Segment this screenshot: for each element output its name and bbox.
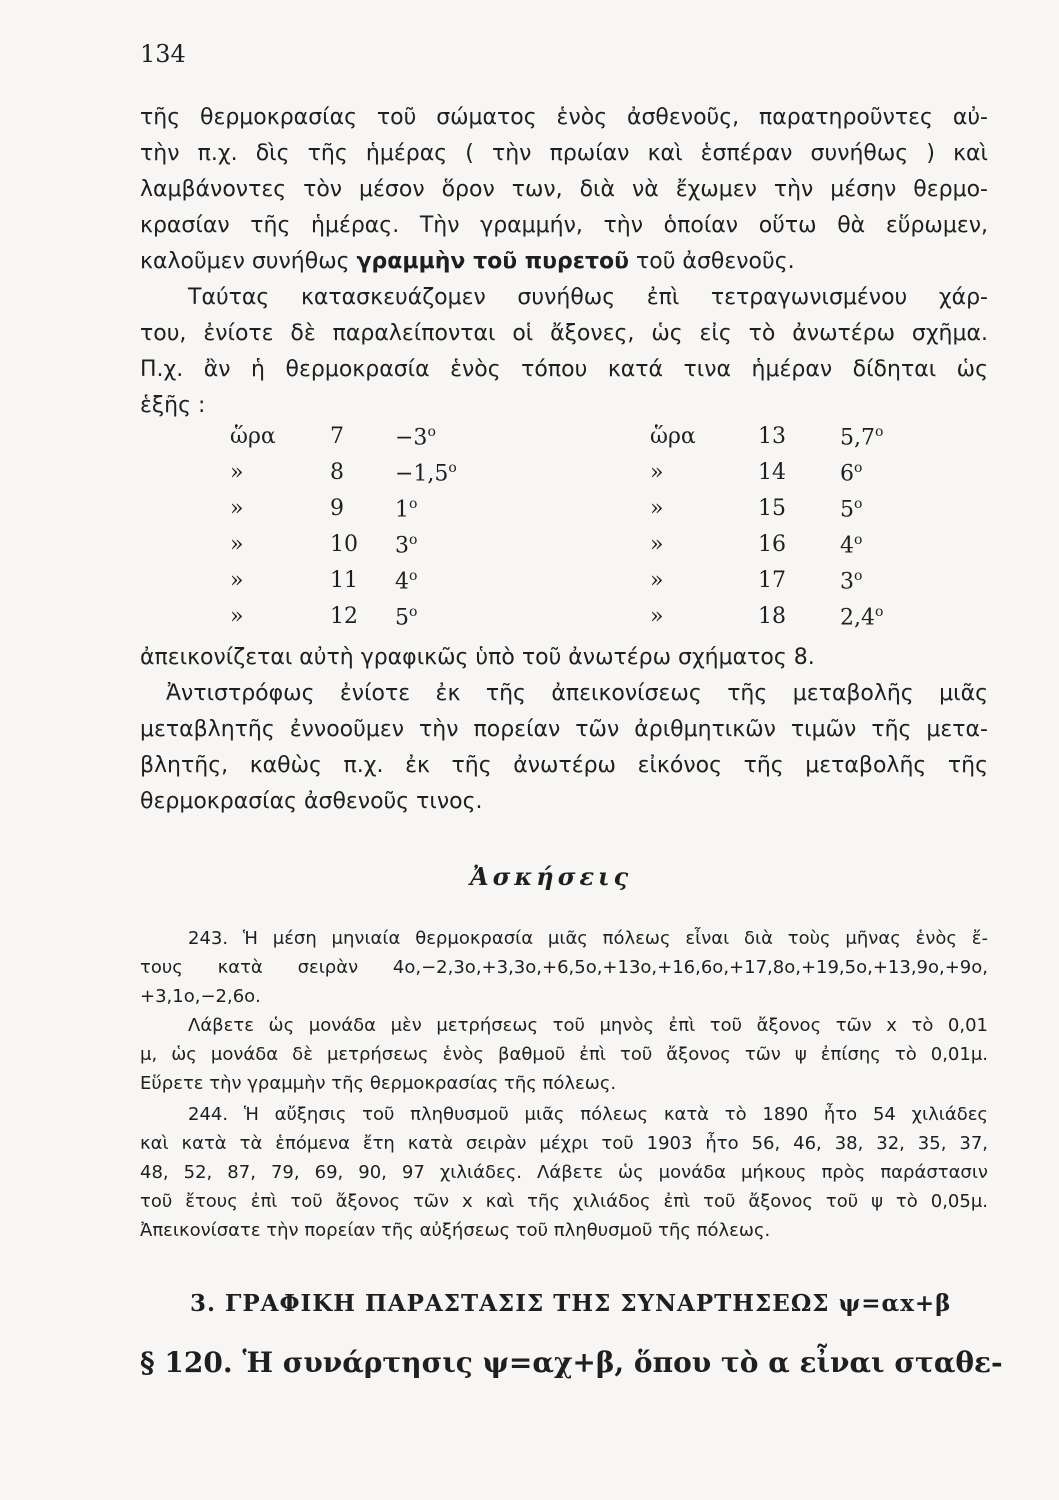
exercise-243 xyxy=(140,924,988,1098)
text-line: βλητῆς, καθὼς π.χ. ἐκ τῆς ἀνωτέρω εἰκόνος τῆς μεταβολῆς τῆς xyxy=(140,753,988,778)
table-cell-label: ὥρα xyxy=(230,424,276,449)
table-cell-label: » xyxy=(650,460,664,485)
table-cell-temp: $2,4^o$ xyxy=(840,604,884,631)
text-line: καὶ κατὰ τὰ ἑπόμενα ἔτη κατὰ σειρὰν μέχρι τοῦ 1903 ἦτο 56, 46, 38, 32, 35, 37, xyxy=(140,1133,988,1154)
section-title: 3. ΓΡΑΦΙΚΗ ΠΑΡΑΣΤΑΣΙΣ ΤΗΣ ΣΥΝΑΡΤΗΣΕΩΣ ψ=αx+β xyxy=(190,1290,952,1317)
text-line: μ, ὡς μονάδα δὲ μετρήσεως ἑνὸς βαθμοῦ ἐπὶ τοῦ ἄξονος τῶν ψ ἐπίσης τὸ 0,01μ. xyxy=(140,1044,988,1065)
table-cell-label: ὥρα xyxy=(650,424,696,449)
table-cell-temp: $5^o$ xyxy=(840,496,863,523)
intro-paragraph xyxy=(140,100,988,280)
table-cell-temp: $6^o$ xyxy=(840,460,863,487)
text-line: Π.χ. ἂν ἡ θερμοκρασία ἑνὸς τόπου κατά τινα ἡμέραν δίδηται ὡς xyxy=(140,357,988,382)
text-line: 244. Ἡ αὔξησις τοῦ πληθυσμοῦ μιᾶς πόλεως κατὰ τὸ 1890 ἦτο 54 χιλιάδες xyxy=(188,1104,988,1125)
table-cell-label: » xyxy=(230,496,244,521)
table-cell-label: » xyxy=(230,460,244,485)
table-cell-hour: 8 xyxy=(330,460,344,485)
text-line: τους κατὰ σειρὰν 4ο,−2,3ο,+3,3ο,+6,5ο,+13ο,+16,6ο,+17,8ο,+19,5ο,+13,9ο,+9ο, xyxy=(140,957,988,978)
table-cell-hour: 18 xyxy=(758,604,786,629)
exercises-heading: Ἀσκήσεις xyxy=(470,862,633,891)
table-cell-temp: $3^o$ xyxy=(840,568,863,595)
table-cell-hour: 11 xyxy=(330,568,358,593)
table-cell-hour: 10 xyxy=(330,532,358,557)
text-fragment: καλοῦμεν συνήθως xyxy=(140,249,357,274)
text-line: Εὕρετε τὴν γραμμὴν τῆς θερμοκρασίας τῆς πόλεως. xyxy=(140,1073,617,1094)
table-cell-hour: 15 xyxy=(758,496,786,521)
table-cell-label: » xyxy=(650,496,664,521)
table-cell-label: » xyxy=(230,604,244,629)
table-cell-temp: $4^o$ xyxy=(840,532,863,559)
second-paragraph xyxy=(140,280,988,424)
table-cell-temp: $4^o$ xyxy=(395,568,418,595)
fever-line-term: γραμμὴν τοῦ πυρετοῦ xyxy=(356,249,630,274)
text-line: Ταύτας κατασκευάζομεν συνήθως ἐπὶ τετραγωνισμένου χάρ- xyxy=(188,285,988,310)
text-line: τοῦ ἔτους ἐπὶ τοῦ ἄξονος τῶν x καὶ τῆς χιλιάδος ἐπὶ τοῦ ἄξονος τοῦ ψ τὸ 0,05μ. xyxy=(140,1191,988,1212)
text-line: 48, 52, 87, 79, 69, 90, 97 χιλιάδες. Λάβετε ὡς μονάδα μήκους πρὸς παράστασιν xyxy=(140,1162,988,1183)
table-cell-temp: $-3^o$ xyxy=(395,424,436,451)
third-paragraph xyxy=(140,640,988,820)
page-number: 134 xyxy=(140,40,186,68)
text-line: τῆς θερμοκρασίας τοῦ σώματος ἑνὸς ἀσθενοῦς, παρατηροῦντες αὐ- xyxy=(140,105,988,130)
table-cell-label: » xyxy=(230,568,244,593)
exercise-244 xyxy=(140,1100,988,1245)
text-line: ἑξῆς : xyxy=(140,393,206,418)
text-line: τὴν π.χ. δὶς τῆς ἡμέρας ( τὴν πρωίαν καὶ ἑσπέραν συνήθως ) καὶ xyxy=(140,141,988,166)
table-cell-temp: $5^o$ xyxy=(395,604,418,631)
text-line: λαμβάνοντες τὸν μέσον ὅρον των, διὰ νὰ ἔχωμεν τὴν μέσην θερμο- xyxy=(140,177,988,202)
text-fragment: τοῦ ἀσθενοῦς. xyxy=(629,249,795,274)
table-cell-hour: 17 xyxy=(758,568,786,593)
table-cell-hour: 13 xyxy=(758,424,786,449)
table-cell-hour: 9 xyxy=(330,496,344,521)
text-line: Ἀντιστρόφως ἐνίοτε ἐκ τῆς ἀπεικονίσεως τῆς μεταβολῆς μιᾶς xyxy=(166,681,988,706)
text-line: ἀπεικονίζεται αὐτὴ γραφικῶς ὑπὸ τοῦ ἀνωτέρω σχήματος 8. xyxy=(140,645,815,670)
table-cell-hour: 14 xyxy=(758,460,786,485)
text-line: του, ἐνίοτε δὲ παραλείπονται οἱ ἄξονες, ὡς εἰς τὸ ἀνωτέρω σχῆμα. xyxy=(140,321,988,346)
table-cell-hour: 16 xyxy=(758,532,786,557)
table-cell-temp: $5,7^o$ xyxy=(840,424,884,451)
text-line: Ἀπεικονίσατε τὴν πορείαν τῆς αὐξήσεως τοῦ πληθυσμοῦ τῆς πόλεως. xyxy=(140,1220,771,1241)
table-cell-temp: $-1,5^o$ xyxy=(395,460,457,487)
table-cell-label: » xyxy=(650,604,664,629)
table-cell-label: » xyxy=(650,532,664,557)
table-cell-hour: 12 xyxy=(330,604,358,629)
text-line: 243. Ἡ μέση μηνιαία θερμοκρασία μιᾶς πόλεως εἶναι διὰ τοὺς μῆνας ἑνὸς ἔ- xyxy=(188,928,988,949)
table-cell-hour: 7 xyxy=(330,424,344,449)
table-cell-temp: $1^o$ xyxy=(395,496,418,523)
paragraph-heading: § 120. Ἡ συνάρτησις ψ=αχ+β, ὅπου τὸ α εἶναι σταθε- xyxy=(140,1346,1003,1379)
table-cell-label: » xyxy=(650,568,664,593)
text-line xyxy=(140,244,988,280)
text-line: κρασίαν τῆς ἡμέρας. Τὴν γραμμήν, τὴν ὁποίαν οὕτω θὰ εὕρωμεν, xyxy=(140,213,988,238)
table-cell-label: » xyxy=(230,532,244,557)
text-line: θερμοκρασίας ἀσθενοῦς τινος. xyxy=(140,789,483,814)
table-cell-temp: $3^o$ xyxy=(395,532,418,559)
text-line: Λάβετε ὡς μονάδα μὲν μετρήσεως τοῦ μηνὸς ἐπὶ τοῦ ἄξονος τῶν x τὸ 0,01 xyxy=(188,1015,988,1036)
text-line: +3,1ο,−2,6ο. xyxy=(140,986,261,1007)
text-line: μεταβλητῆς ἐννοοῦμεν τὴν πορείαν τῶν ἀριθμητικῶν τιμῶν τῆς μετα- xyxy=(140,717,988,742)
